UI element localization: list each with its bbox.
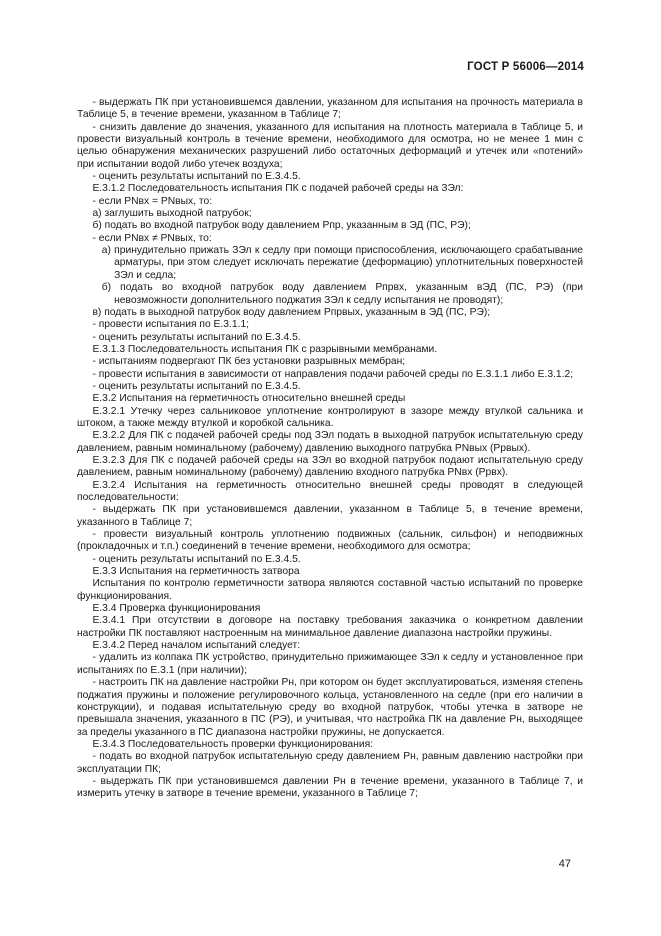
paragraph: Е.3.4 Проверка функционирования xyxy=(92,603,261,615)
document-header: ГОСТ Р 56006—2014 xyxy=(467,61,584,73)
document-body xyxy=(77,97,583,801)
paragraph: Е.3.2 Испытания на герметичность относительно внешней среды xyxy=(92,393,406,405)
paragraph: - подать во входной патрубок испытательную среду давлением Pн, равным давлению настройки при эксплуатации ПК; xyxy=(77,751,583,775)
paragraph: - провести испытания в зависимости от направления подачи рабочей среды по Е.3.1.1 либо Е.3.1.2; xyxy=(92,368,574,380)
paragraph: - оценить результаты испытаний по Е.3.4.5. xyxy=(92,331,301,343)
paragraph: - испытаниям подвергают ПК без установки разрывных мембран; xyxy=(92,356,406,368)
paragraph: Е.3.4.3 Последовательность проверки функционирования: xyxy=(92,738,374,750)
paragraph: - выдержать ПК при установившемся давлении Pн в течение времени, указанного в Таблице 7, и измерить утечку в затворе в течение времени, указанного в Таблице 7; xyxy=(77,775,583,800)
paragraph: в) подать в выходной патрубок воду давлением Pпрвых, указанным в ЭД (ПС, РЭ); xyxy=(92,306,491,318)
paragraph: Е.3.1.2 Последовательность испытания ПК с подачей рабочей среды на ЗЭл: xyxy=(92,183,464,195)
paragraph: - выдержать ПК при установившемся давлении, указанном для испытания на прочность материала в Таблице 5, в течение времени, указанном в Таблице 7; xyxy=(77,97,583,121)
paragraph: - оценить результаты испытаний по Е.3.4.5. xyxy=(92,171,301,183)
paragraph: - провести испытания по Е.3.1.1; xyxy=(92,319,250,331)
paragraph: Е.3.4.1 При отсутствии в договоре на поставку требования заказчика о конкретном давлении настройки ПК поставляют настроенным на минимальное давление диапазона настройки пружины. xyxy=(77,615,583,639)
paragraph: - если PNвх = PNвых, то: xyxy=(92,195,213,207)
paragraph: - снизить давление до значения, указанного для испытания на плотность материала в Таблице 5, и провести визуальный контроль в течение времени, необходимого для осмотра, но не менее 1 мин с целью обнаружения механических разрушений либо остаточных деформаций и утечек или «потений» при испытании водой либо утечек воздуха; xyxy=(77,121,583,170)
paragraph: Е.3.2.4 Испытания на герметичность относительно внешней среды проводят в следующей последовательности: xyxy=(77,479,583,503)
paragraph: - настроить ПК на давление настройки Pн, при котором он будет эксплуатироваться, изменяя степень поджатия пружины и положение регулировочного кольца, установленного на седле (при его наличии в конструкции), и подавая испытательную среду во входной патрубок, чтобы утечка в затворе не превышала значения, указанного в ПС (РЭ), и учитывая, что настройка ПК на давление Pн, выходящее за пределы указанного в ПС диапазона настройки пружины, не допускается. xyxy=(77,677,583,738)
paragraph: Е.3.1.3 Последовательность испытания ПК с разрывными мембранами. xyxy=(92,343,438,355)
paragraph: - оценить результаты испытаний по Е.3.4.5. xyxy=(92,553,301,565)
paragraph: Е.3.2.3 Для ПК с подачей рабочей среды на ЗЭл во входной патрубок подают испытательную среду давлением, равным номинальному (рабочему) давлению входного патрубка PNвх (Pрвх). xyxy=(77,454,583,479)
paragraph: Е.3.3 Испытания на герметичность затвора xyxy=(92,566,300,578)
paragraph: Испытания по контролю герметичности затвора являются составной частью испытаний по проверке функционирования. xyxy=(77,578,583,602)
paragraph: Е.3.4.2 Перед началом испытаний следует: xyxy=(92,640,301,652)
paragraph: Е.3.2.1 Утечку через сальниковое уплотнение контролируют в зазоре между втулкой сальника и штоком, а также между втулкой и коробкой сальника. xyxy=(77,405,583,429)
paragraph: а) принудительно прижать ЗЭл к седлу при помощи приспособления, исключающего срабатывание арматуры, при этом следует исключать пережатие (деформацию) уплотнительных поверхностей ЗЭл и седла; xyxy=(101,245,583,281)
paragraph: - выдержать ПК при установившемся давлении, указанном в Таблице 5, в течение времени, указанного в Таблице 7; xyxy=(77,504,583,528)
paragraph: б) подать во входной патрубок воду давлением Pпрвх, указанным вЭД (ПС, РЭ) (при невозможности дополнительного поджатия ЗЭл к седлу испытания не проводят); xyxy=(101,282,583,306)
paragraph: Е.3.2.2 Для ПК с подачей рабочей среды под ЗЭл подать в выходной патрубок испытательную среду давлением, равным номинальному (рабочему) давлению выходного патрубка PNвых (Pрвых). xyxy=(77,430,583,454)
paragraph: - оценить результаты испытаний по Е.3.4.5. xyxy=(92,380,301,392)
paragraph: а) заглушить выходной патрубок; xyxy=(92,208,252,220)
paragraph: - если PNвх ≠ PNвых, то: xyxy=(92,232,212,244)
page-number: 47 xyxy=(558,858,571,870)
paragraph: - удалить из колпака ПК устройство, принудительно прижимающее ЗЭл к седлу и установленное при испытаниях по Е.3.1 (при наличии); xyxy=(77,652,583,676)
paragraph: - провести визуальный контроль уплотнению подвижных (сальник, сильфон) и неподвижных (прокладочных и т.п.) соединений в течение времени, необходимого для осмотра; xyxy=(77,529,583,553)
paragraph: б) подать во входной патрубок воду давлением Pпр, указанным в ЭД (ПС, РЭ); xyxy=(92,220,471,232)
